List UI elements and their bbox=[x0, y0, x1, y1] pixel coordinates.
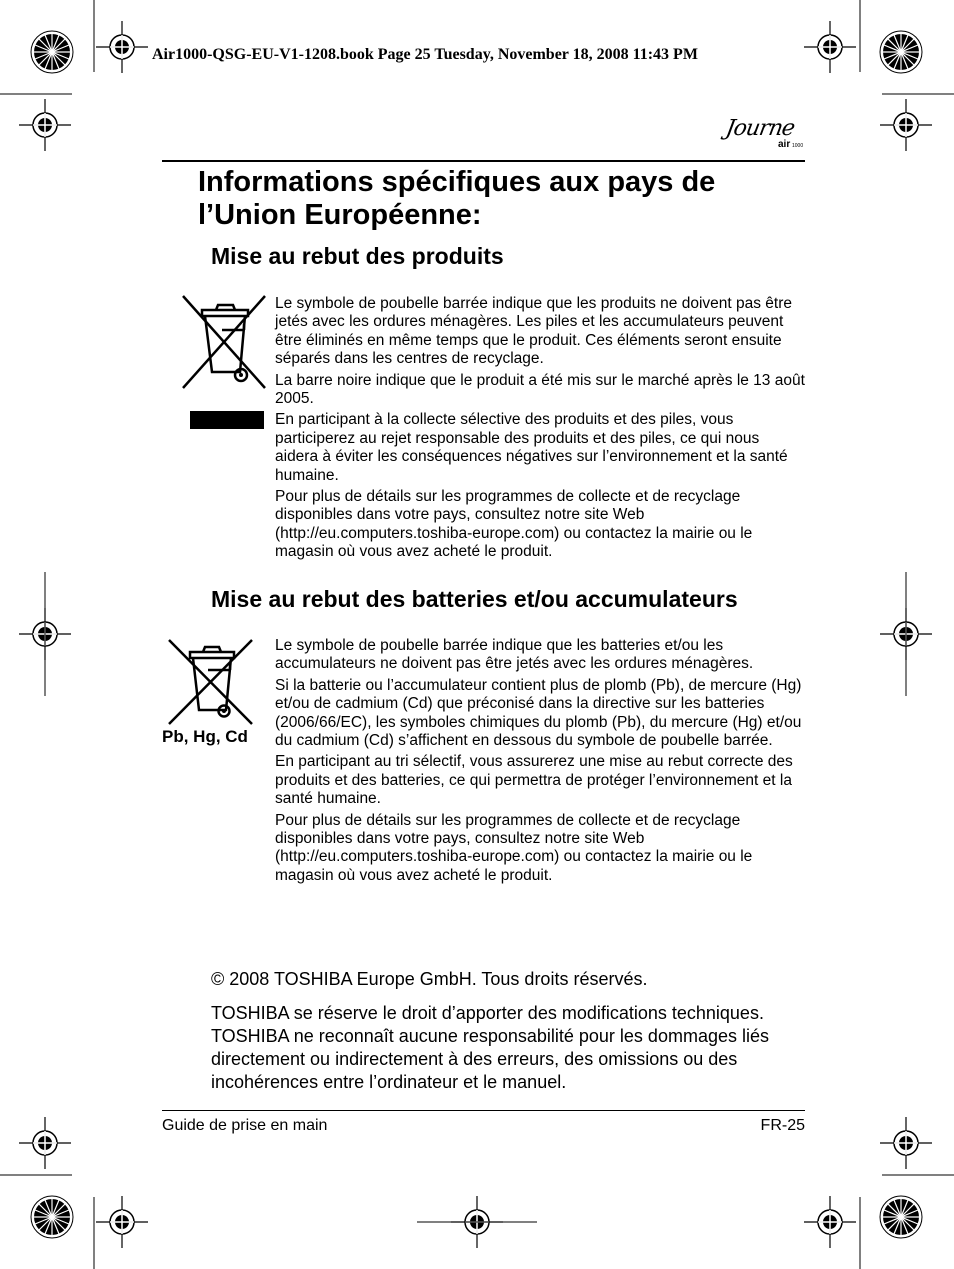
crossed-out-battery-bin-icon bbox=[166, 638, 258, 726]
paragraph: Le symbole de poubelle barrée indique que les batteries et/ou les accumulateurs ne doivent pas être jetés avec les ordures ménagères. bbox=[275, 637, 754, 673]
paragraph: Pour plus de détails sur les programmes de collecte et de recyclage disponibles dans votre pays, consultez notre site Web (http://eu.computers.toshiba-europe.com) ou contactez la mairie ou le magasin où vous avez acheté le produit. bbox=[275, 488, 753, 561]
section-body-products bbox=[275, 295, 805, 565]
header-rule bbox=[162, 160, 805, 162]
logo-model: air bbox=[778, 139, 791, 150]
print-header: Air1000-QSG-EU-V1-1208.book Page 25 Tuesday, November 18, 2008 11:43 PM bbox=[152, 46, 698, 63]
section-heading-batteries: Mise au rebut des batteries et/ou accumulateurs bbox=[211, 586, 738, 612]
paragraph: En participant à la collecte sélective des produits et des piles, vous participerez au rejet responsable des produits et des piles, ce qui nous aidera à éviter les conséquences négatives sur l’environnement et la santé humaine. bbox=[275, 411, 788, 484]
paragraph: Pour plus de détails sur les programmes de collecte et de recyclage disponibles dans votre pays, consultez notre site Web (http://eu.computers.toshiba-europe.com) ou contactez la mairie ou le magasin où vous avez acheté le produit. bbox=[275, 811, 753, 884]
paragraph: La barre noire indique que le produit a été mis sur le marché après le 13 août 2005. bbox=[275, 371, 805, 408]
page-title: Informations spécifiques aux pays de l’Union Européenne: bbox=[198, 166, 716, 231]
legal-notice bbox=[211, 968, 811, 1105]
paragraph: Si la batterie ou l’accumulateur contient plus de plomb (Pb), de mercure (Hg) et/ou de cadmium (Cd) que préconisé dans la directive sur les batteries (2006/66/EC), les symboles chimiques du plomb (Pb), du mercure (Hg) et/ou du cadmium (Cd) s’affichent en dessous du symbole de poubelle barrée. bbox=[275, 676, 802, 750]
footer-guide-title: Guide de prise en main bbox=[162, 1117, 328, 1134]
section-body-batteries bbox=[275, 637, 805, 888]
disclaimer: TOSHIBA se réserve le droit d’apporter des modifications techniques. TOSHIBA ne reconnaît aucune responsabilité pour les dommages liés directement ou indirectement à des erreurs, des omissions ou des incohérences entre l’ordinateur et le manuel. bbox=[211, 1003, 769, 1092]
logo-wordmark: Journe bbox=[723, 116, 797, 141]
section-heading-products: Mise au rebut des produits bbox=[211, 243, 504, 269]
paragraph: Le symbole de poubelle barrée indique que les produits ne doivent pas être jetés avec les ordures ménagères. Les piles et les accumulateurs peuvent être éliminés en même temps que le produit. Ces éléments seront ensuite séparés dans les centres de recyclage. bbox=[275, 295, 793, 368]
logo-model-suffix: 1000 bbox=[792, 143, 804, 149]
footer-page-number: FR-25 bbox=[760, 1117, 805, 1134]
chemical-symbols-label: Pb, Hg, Cd bbox=[162, 727, 248, 746]
paragraph: En participant au tri sélectif, vous assurerez une mise au rebut correcte des produits et des batteries, ce qui permettra de protéger l’environnement et la santé humaine. bbox=[275, 753, 793, 808]
crossed-out-bin-icon bbox=[178, 294, 270, 434]
journe-logo bbox=[722, 112, 812, 158]
black-bar bbox=[190, 411, 264, 429]
footer-rule bbox=[162, 1110, 805, 1111]
copyright: © 2008 TOSHIBA Europe GmbH. Tous droits réservés. bbox=[211, 969, 648, 989]
